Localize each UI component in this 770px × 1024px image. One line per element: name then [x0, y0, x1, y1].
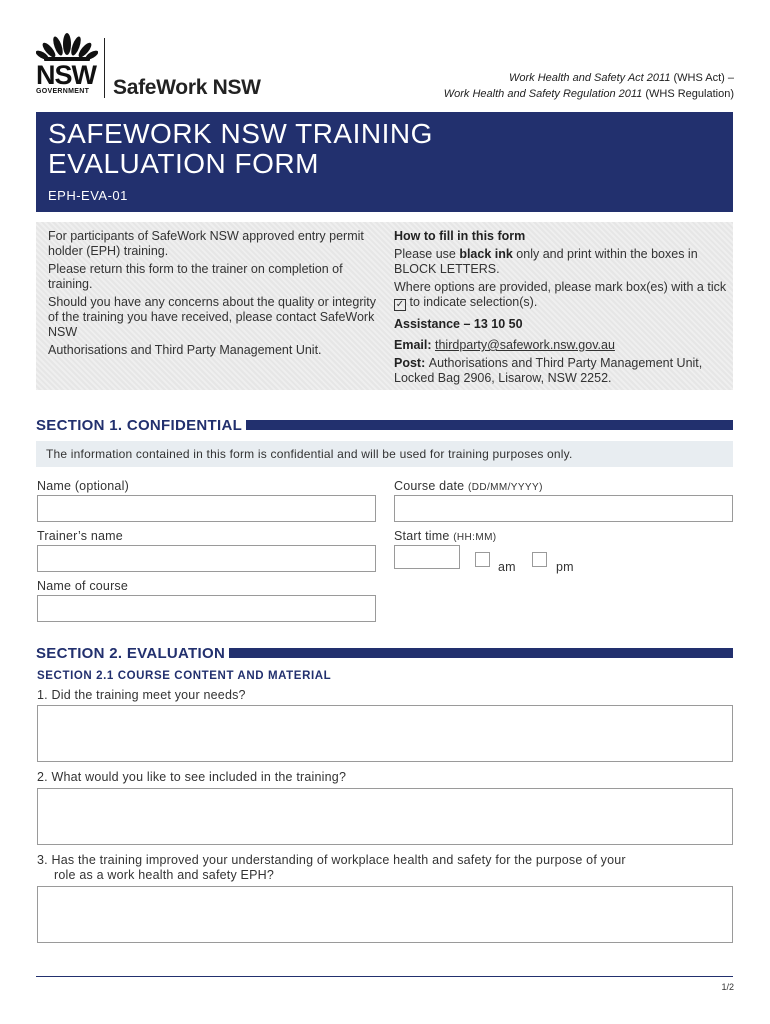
question-3-line1: 3. Has the training improved your understanding of workplace health and safety for the purpose of your [37, 853, 626, 867]
regulation-abbrev: (WHS Regulation) [642, 88, 734, 100]
how-to-heading: How to fill in this form [394, 229, 526, 243]
course-date-format: (DD/MM/YYYY) [468, 482, 543, 493]
info-return: Please return this form to the trainer on completion of training. [48, 262, 343, 291]
assistance-line: Assistance – 13 10 50 [394, 317, 523, 331]
act-name: Work Health and Safety Act 2011 [509, 72, 671, 84]
postal-address: Authorisations and Third Party Management Unit, Locked Bag 2906, Lisarow, NSW 2252. [394, 356, 703, 385]
post-label: Post: [394, 356, 429, 370]
confidential-notice-text: The information contained in this form is confidential and will be used for training purposes only. [46, 447, 573, 461]
answer-1-box[interactable] [37, 705, 733, 762]
start-time-input[interactable] [394, 545, 460, 569]
how-to-tick: Where options are provided, please mark box(es) with a tick ✓ to indicate selection(s). [394, 280, 727, 310]
page-number: 1/2 [721, 982, 734, 992]
email-label: Email: [394, 338, 435, 352]
tick-box-icon: ✓ [395, 299, 405, 310]
legislation-reference [444, 70, 734, 102]
pm-checkbox[interactable] [532, 552, 547, 567]
question-3 [37, 853, 733, 883]
answer-2-box[interactable] [37, 788, 733, 845]
pm-label: pm [556, 560, 574, 574]
brand-name: SafeWork NSW [113, 76, 261, 99]
info-unit: Authorisations and Third Party Management Unit. [48, 343, 322, 357]
instructions [394, 229, 729, 389]
trainer-name-input[interactable] [37, 545, 376, 572]
info-concerns: Should you have any concerns about the quality or integrity of the training you have received, please contact SafeWork NSW [48, 295, 376, 339]
participant-info [48, 229, 384, 361]
government-wordmark: GOVERNMENT [36, 88, 90, 95]
trainer-name-label: Trainer’s name [37, 529, 123, 543]
answer-3-box[interactable] [37, 886, 733, 943]
section2-title: SECTION 2. EVALUATION [36, 645, 229, 662]
email-link[interactable]: thirdparty@safework.nsw.gov.au [435, 338, 615, 352]
logo-divider [104, 38, 105, 98]
course-name-input[interactable] [37, 595, 376, 622]
regulation-name: Work Health and Safety Regulation 2011 [443, 88, 643, 100]
question-1: 1. Did the training meet your needs? [37, 688, 246, 702]
course-date-label: Course date (DD/MM/YYYY) [394, 479, 543, 493]
start-time-label: Start time (HH:MM) [394, 529, 497, 543]
act-abbrev: (WHS Act) – [670, 72, 734, 84]
form-title-line1: SAFEWORK NSW TRAINING [48, 118, 433, 149]
nsw-wordmark: NSW [36, 60, 96, 90]
start-time-format: (HH:MM) [453, 532, 497, 543]
name-label: Name (optional) [37, 479, 129, 493]
name-input[interactable] [37, 495, 376, 522]
section1-title: SECTION 1. CONFIDENTIAL [36, 417, 246, 434]
am-label: am [498, 560, 516, 574]
info-participants: For participants of SafeWork NSW approved entry permit holder (EPH) training. [48, 229, 364, 258]
form-title [48, 119, 648, 179]
course-name-label: Name of course [37, 579, 129, 593]
form-title-line2: EVALUATION FORM [48, 148, 319, 179]
question-2: 2. What would you like to see included in the training? [37, 770, 347, 784]
course-date-input[interactable] [394, 495, 733, 522]
footer-rule [36, 976, 733, 977]
question-3-line2: role as a work health and safety EPH? [54, 868, 275, 882]
section2-1-title: SECTION 2.1 COURSE CONTENT AND MATERIAL [37, 670, 332, 682]
form-code: EPH-EVA-01 [48, 188, 128, 203]
am-checkbox[interactable] [475, 552, 490, 567]
how-to-ink: Please use black ink only and print within the boxes in BLOCK LETTERS. [394, 247, 698, 276]
